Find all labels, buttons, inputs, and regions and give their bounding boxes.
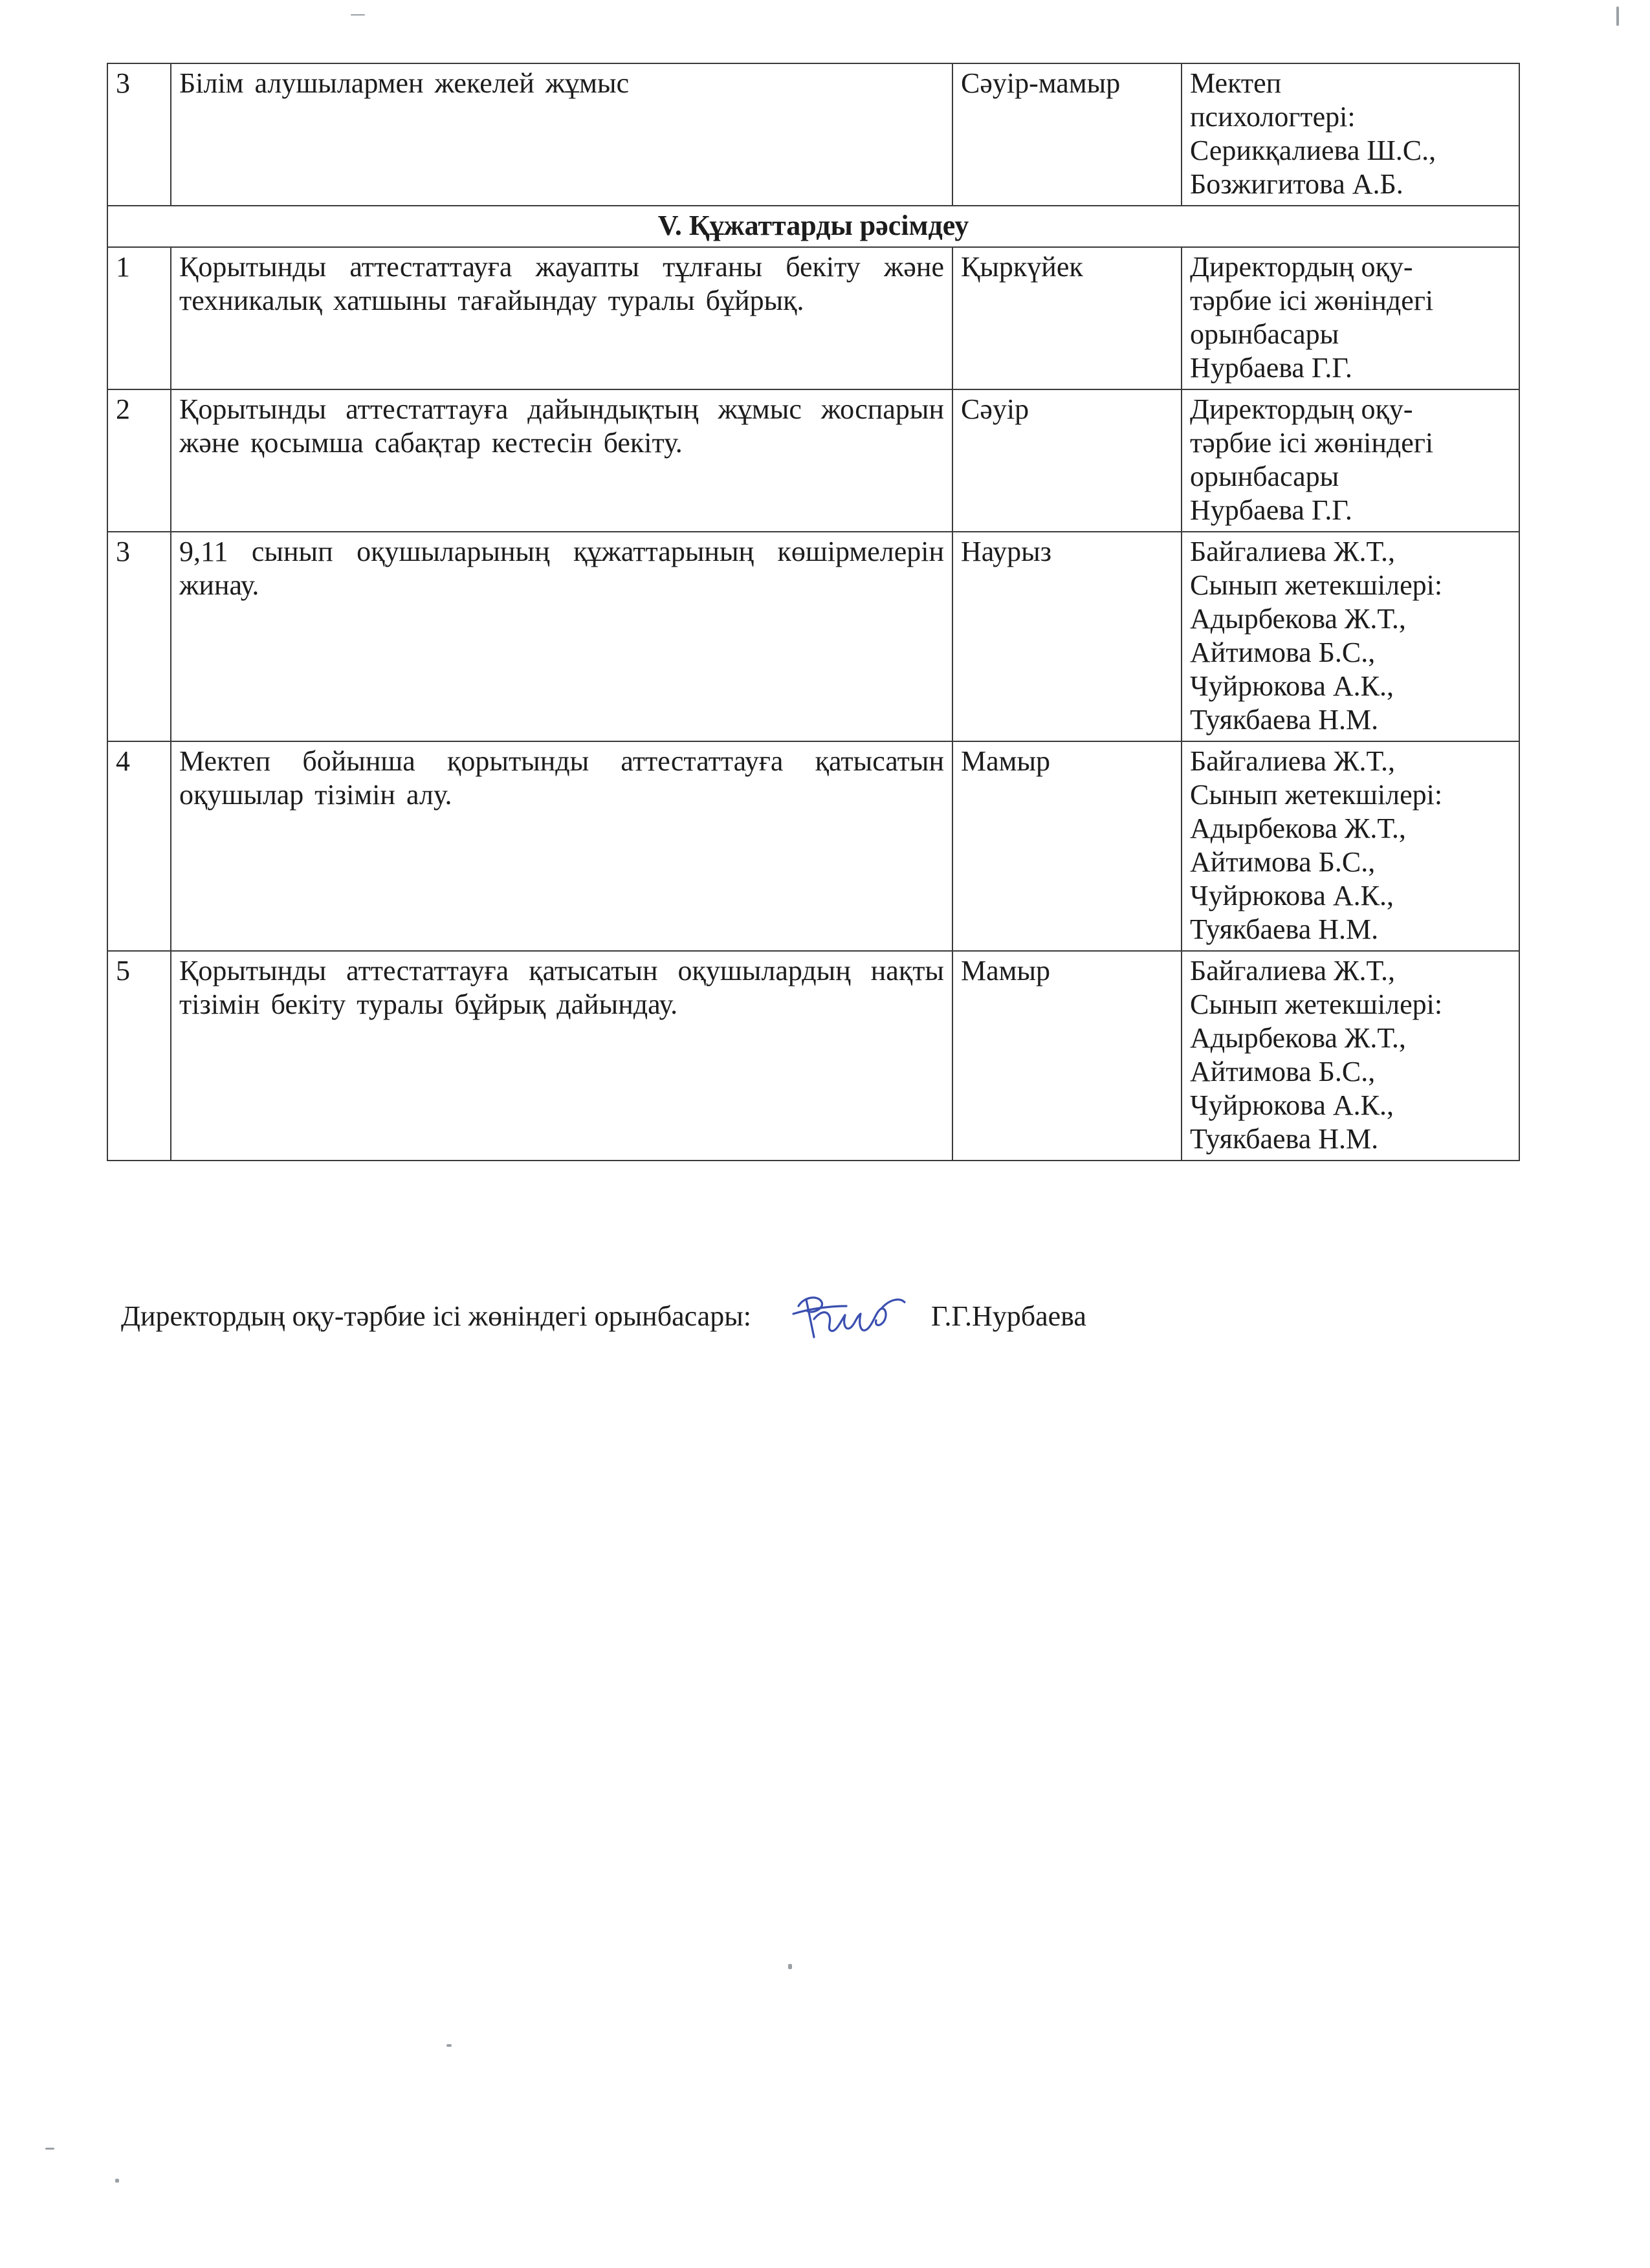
responsible-cell bbox=[1182, 389, 1519, 532]
task-cell: Білім алушылармен жекелей жұмыс bbox=[171, 63, 952, 206]
responsible-line: Айтимова Б.С., bbox=[1190, 637, 1376, 668]
responsible-cell bbox=[1182, 247, 1519, 389]
responsible-line: Директордың оқу- bbox=[1190, 393, 1413, 425]
responsible-line: Чуйрюкова А.К., bbox=[1190, 1089, 1394, 1121]
table-row bbox=[107, 532, 1519, 741]
responsible-cell bbox=[1182, 741, 1519, 951]
scan-speck bbox=[446, 2044, 452, 2047]
responsible-line: Чуйрюкова А.К., bbox=[1190, 670, 1394, 702]
scan-speck bbox=[115, 2179, 119, 2183]
term-cell: Мамыр bbox=[952, 951, 1182, 1161]
task-cell: Қорытынды аттестаттауға қатысатын оқушылардың нақты тізімін бекіту туралы бұйрық дайындау. bbox=[171, 951, 952, 1161]
responsible-line: Чуйрюкова А.К., bbox=[1190, 880, 1394, 911]
scan-speck bbox=[788, 1964, 792, 1969]
responsible-line: Туякбаева Н.М. bbox=[1190, 1123, 1379, 1155]
responsible-line: Нурбаева Г.Г. bbox=[1190, 352, 1352, 384]
responsible-line: орынбасары bbox=[1190, 461, 1339, 492]
term-cell: Сәуір-мамыр bbox=[952, 63, 1182, 206]
table-row bbox=[107, 389, 1519, 532]
term-cell: Сәуір bbox=[952, 389, 1182, 532]
task-cell: Қорытынды аттестаттауға жауапты тұлғаны бекіту және техникалық хатшыны тағайындау туралы бұйрық. bbox=[171, 247, 952, 389]
table-row bbox=[107, 951, 1519, 1161]
task-cell: 9,11 сынып оқушыларының құжаттарының көшірмелерін жинау. bbox=[171, 532, 952, 741]
responsible-line: Сынып жетекшілері: bbox=[1190, 779, 1443, 811]
responsible-line: Директордың оқу- bbox=[1190, 251, 1413, 283]
responsible-line: орынбасары bbox=[1190, 318, 1339, 350]
responsible-line: Адырбекова Ж.Т., bbox=[1190, 812, 1406, 844]
responsible-cell bbox=[1182, 63, 1519, 206]
handwritten-signature-icon bbox=[784, 1280, 914, 1351]
responsible-line: Сынып жетекшілері: bbox=[1190, 988, 1443, 1020]
row-number: 2 bbox=[107, 389, 171, 532]
scan-speck bbox=[1616, 6, 1619, 26]
responsible-line: Серикқалиева Ш.С., bbox=[1190, 135, 1436, 166]
scan-speck bbox=[351, 14, 365, 16]
signer-position: Директордың оқу-тәрбие ісі жөніндегі орынбасары: bbox=[121, 1300, 751, 1332]
responsible-line: Айтимова Б.С., bbox=[1190, 1056, 1376, 1087]
table-row bbox=[107, 741, 1519, 951]
responsible-line: Байгалиева Ж.Т., bbox=[1190, 745, 1395, 777]
row-number: 3 bbox=[107, 63, 171, 206]
responsible-line: Байгалиева Ж.Т., bbox=[1190, 955, 1395, 987]
section-title: V. Құжаттарды рәсімдеу bbox=[107, 206, 1519, 247]
term-cell: Қыркүйек bbox=[952, 247, 1182, 389]
responsible-line: Адырбекова Ж.Т., bbox=[1190, 603, 1406, 635]
responsible-line: Айтимова Б.С., bbox=[1190, 846, 1376, 878]
table-row bbox=[107, 63, 1519, 206]
responsible-line: Нурбаева Г.Г. bbox=[1190, 494, 1352, 526]
term-cell: Наурыз bbox=[952, 532, 1182, 741]
plan-table bbox=[107, 63, 1520, 1161]
responsible-line: Адырбекова Ж.Т., bbox=[1190, 1022, 1406, 1054]
responsible-line: Туякбаева Н.М. bbox=[1190, 704, 1379, 736]
responsible-line: Туякбаева Н.М. bbox=[1190, 913, 1379, 945]
term-cell: Мамыр bbox=[952, 741, 1182, 951]
row-number: 3 bbox=[107, 532, 171, 741]
row-number: 5 bbox=[107, 951, 171, 1161]
row-number: 1 bbox=[107, 247, 171, 389]
responsible-line: тәрбие ісі жөніндегі bbox=[1190, 285, 1434, 316]
signer-name: Г.Г.Нурбаева bbox=[931, 1300, 1086, 1332]
table-row bbox=[107, 247, 1519, 389]
responsible-line: Мектеп bbox=[1190, 67, 1282, 99]
scan-speck bbox=[45, 2148, 54, 2150]
responsible-line: психологтері: bbox=[1190, 101, 1356, 133]
signature-block bbox=[121, 1298, 1086, 1335]
responsible-line: Бозжигитова А.Б. bbox=[1190, 168, 1403, 200]
responsible-line: тәрбие ісі жөніндегі bbox=[1190, 427, 1434, 459]
responsible-line: Сынып жетекшілері: bbox=[1190, 569, 1443, 601]
task-cell: Қорытынды аттестаттауға дайындықтың жұмыс жоспарын және қосымша сабақтар кестесін бекіту. bbox=[171, 389, 952, 532]
responsible-cell bbox=[1182, 951, 1519, 1161]
task-cell: Мектеп бойынша қорытынды аттестаттауға қатысатын оқушылар тізімін алу. bbox=[171, 741, 952, 951]
responsible-line: Байгалиева Ж.Т., bbox=[1190, 536, 1395, 567]
row-number: 4 bbox=[107, 741, 171, 951]
section-header-row bbox=[107, 206, 1519, 247]
responsible-cell bbox=[1182, 532, 1519, 741]
